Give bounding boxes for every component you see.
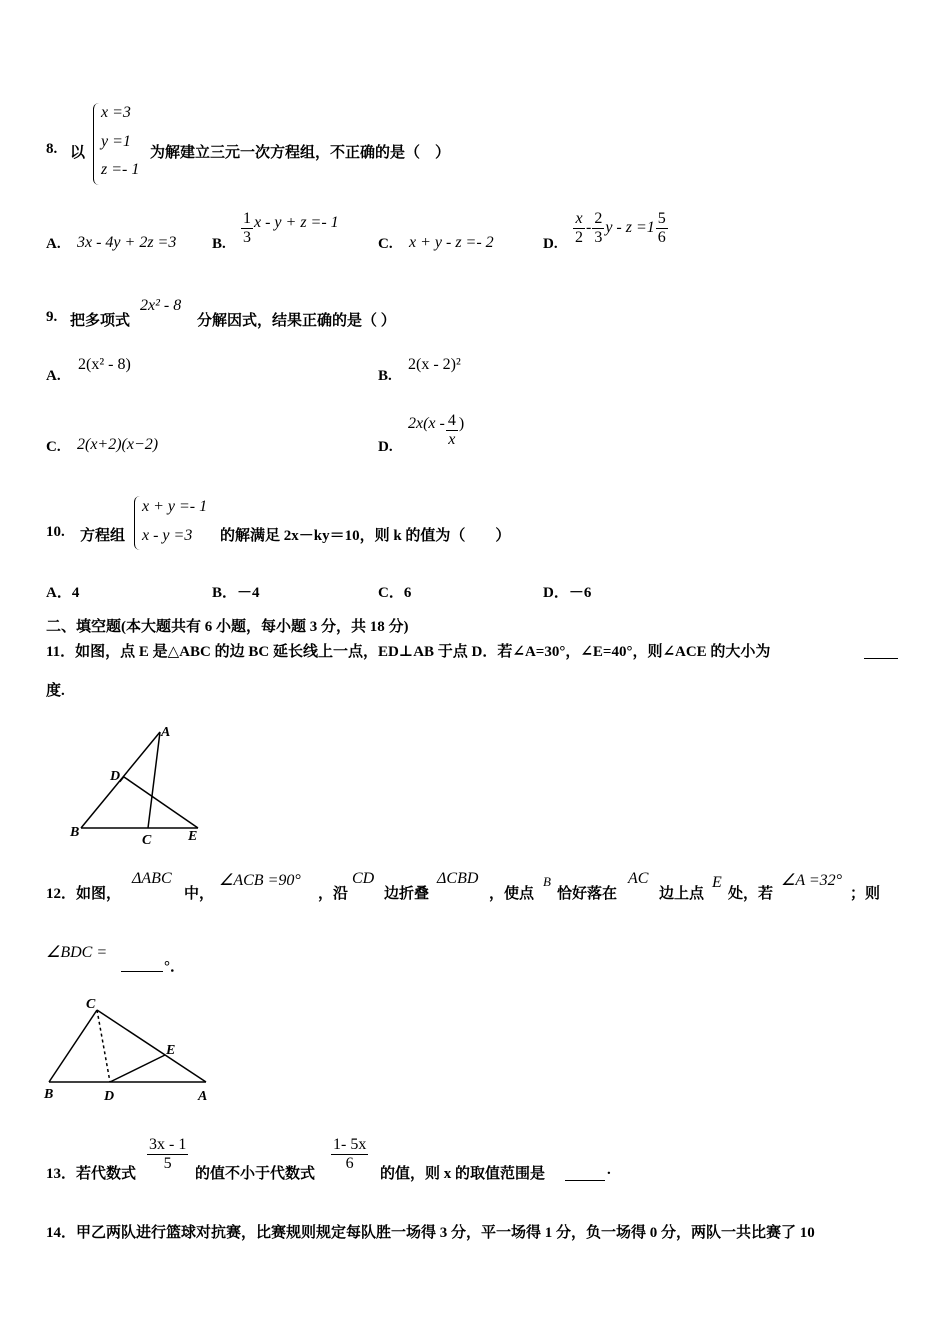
q11-line-ac bbox=[148, 732, 160, 828]
q13-answer-blank[interactable] bbox=[565, 1164, 605, 1181]
q13-lead: 13．若代数式 bbox=[46, 1166, 137, 1182]
q8-option-c-expr: x + y - z =- 2 bbox=[409, 234, 494, 251]
q12-figure bbox=[40, 992, 220, 1107]
q9-option-d-label: D. bbox=[378, 439, 393, 455]
q8-b-frac-num: 1 bbox=[243, 210, 251, 227]
q12-text-e: 恰好落在 bbox=[557, 886, 618, 902]
q12-label-a: A bbox=[198, 1089, 208, 1104]
q8-b-rest: x - y + z =- 1 bbox=[254, 214, 339, 231]
q10-brace bbox=[134, 496, 141, 550]
q12-unit: °． bbox=[164, 959, 185, 975]
q11-label-e: E bbox=[188, 829, 198, 844]
q12-line-ca bbox=[97, 1010, 206, 1082]
q8-option-c-label: C. bbox=[378, 236, 393, 252]
q8-lead: 以 bbox=[70, 145, 86, 161]
q9-poly: 2x² - 8 bbox=[140, 297, 182, 314]
q8-option-a-expr: 3x - 4y + 2z =3 bbox=[77, 234, 177, 251]
q12-label-e: E bbox=[166, 1043, 176, 1058]
q9-option-c-label: C. bbox=[46, 439, 61, 455]
q11-label-b: B bbox=[70, 825, 80, 840]
q10-option-d: D．－6 bbox=[543, 585, 592, 601]
q10-eq2: x - y =3 bbox=[142, 527, 193, 544]
q10-number: 10. bbox=[46, 524, 65, 540]
q12-line-bc bbox=[49, 1010, 97, 1082]
q8-option-b-expr bbox=[240, 210, 339, 246]
q9-number: 9. bbox=[46, 309, 58, 325]
q11-label-a: A bbox=[161, 725, 171, 740]
q11-label-d: D bbox=[110, 769, 121, 784]
q11-answer-blank[interactable] bbox=[864, 642, 898, 659]
q13-mid: 的值不小于代数式 bbox=[195, 1166, 316, 1182]
q9-option-a-label: A. bbox=[46, 368, 61, 384]
q13-end: . bbox=[607, 1162, 611, 1178]
q9-option-b-expr: 2(x - 2)² bbox=[408, 356, 461, 373]
q9-text: 分解因式，结果正确的是（ ） bbox=[197, 313, 396, 329]
q12-label-d: D bbox=[104, 1089, 115, 1104]
q11-line-ed bbox=[124, 777, 198, 828]
section-heading: 二、填空题(本大题共有 6 小题，每小题 3 分，共 18 分) bbox=[46, 619, 409, 635]
q9-option-d-expr: 2x(x - $\frac{4}{x}$ ) bbox=[408, 412, 465, 448]
q14-text: 14．甲乙两队进行篮球对抗赛，比赛规则规定每队胜一场得 3 分，平一场得 1 分，负一场得 0 分，两队一共比赛了 10 bbox=[46, 1225, 815, 1241]
q8-b-frac-den: 3 bbox=[243, 228, 251, 246]
q12-lead: 12．如图， bbox=[46, 886, 122, 902]
q8-eq3: z =- 1 bbox=[101, 161, 140, 178]
q13-fraction-2: $\frac{1- 5x}{6}$ bbox=[333, 1136, 367, 1172]
q12-triangle-abc: ΔABC bbox=[132, 870, 172, 887]
q12-line-de bbox=[110, 1055, 165, 1082]
q10-lead: 方程组 bbox=[80, 528, 126, 544]
q10-text: 的解满足 2x－ky＝10，则 k 的值为（ ） bbox=[220, 528, 511, 544]
q10-eq1: x + y =- 1 bbox=[142, 498, 208, 515]
q12-angle-acb: ∠ACB =90° bbox=[219, 872, 301, 889]
q12-label-b: B bbox=[44, 1087, 54, 1102]
q11-text-cont: 度. bbox=[46, 683, 65, 699]
q10-option-c: C．6 bbox=[378, 585, 412, 601]
q8-eq1: x =3 bbox=[101, 104, 131, 121]
q8-text: 为解建立三元一次方程组，不正确的是（ ） bbox=[150, 145, 451, 161]
q13-fraction-1: $\frac{3x - 1}{5}$ bbox=[149, 1136, 187, 1172]
q9-option-c-expr: 2(x+2)(x−2) bbox=[77, 436, 159, 453]
q12-text-c: 边折叠 bbox=[384, 886, 430, 902]
q12-text-b: ，沿 bbox=[318, 886, 349, 902]
q10-option-b: B．－4 bbox=[212, 585, 260, 601]
q12-text-d: ，使点 bbox=[489, 886, 535, 902]
q12-ac: AC bbox=[628, 870, 649, 887]
q12-label-c: C bbox=[86, 997, 96, 1012]
q8-option-d-label: D. bbox=[543, 236, 558, 252]
q12-point-e: E bbox=[712, 874, 722, 891]
q8-eq2: y =1 bbox=[101, 133, 131, 150]
q9-lead: 把多项式 bbox=[70, 313, 131, 329]
q9-option-a-expr: 2(x² - 8) bbox=[78, 356, 131, 373]
q12-text-g: 处，若 bbox=[728, 886, 774, 902]
q12-ask: ∠BDC = bbox=[46, 944, 108, 961]
q8-brace bbox=[93, 103, 100, 185]
q11-line-ba bbox=[81, 732, 160, 828]
q12-text-f: 边上点 bbox=[659, 886, 705, 902]
q12-point-b: B bbox=[543, 874, 551, 889]
q8-option-d-expr: $\frac{x}{2}$ - $\frac{2}{3}$ y - z =1 $\frac{5}{6}$ bbox=[575, 210, 666, 246]
q12-answer-blank[interactable] bbox=[121, 955, 163, 972]
q12-text-a: 中， bbox=[184, 886, 215, 902]
q13-tail: 的值，则 x 的取值范围是 bbox=[380, 1166, 546, 1182]
q8-option-b-label: B. bbox=[212, 236, 226, 252]
q11-figure bbox=[60, 720, 220, 850]
q11-text: 11．如图，点 E 是△ABC 的边 BC 延长线上一点，ED⊥AB 于点 D．若∠A=30°，∠E=40°，则∠ACE 的大小为 bbox=[46, 644, 771, 660]
q12-text-h: ；则 bbox=[850, 886, 881, 902]
q9-option-b-label: B. bbox=[378, 368, 392, 384]
q8-number: 8. bbox=[46, 141, 58, 157]
q10-option-a: A．4 bbox=[46, 585, 80, 601]
q12-triangle-cbd: ΔCBD bbox=[437, 870, 479, 887]
q12-angle-a: ∠A =32° bbox=[781, 872, 843, 889]
q12-cd: CD bbox=[352, 870, 375, 887]
q12-line-cd bbox=[97, 1010, 110, 1082]
q8-option-a-label: A. bbox=[46, 236, 61, 252]
q11-label-c: C bbox=[142, 833, 152, 848]
